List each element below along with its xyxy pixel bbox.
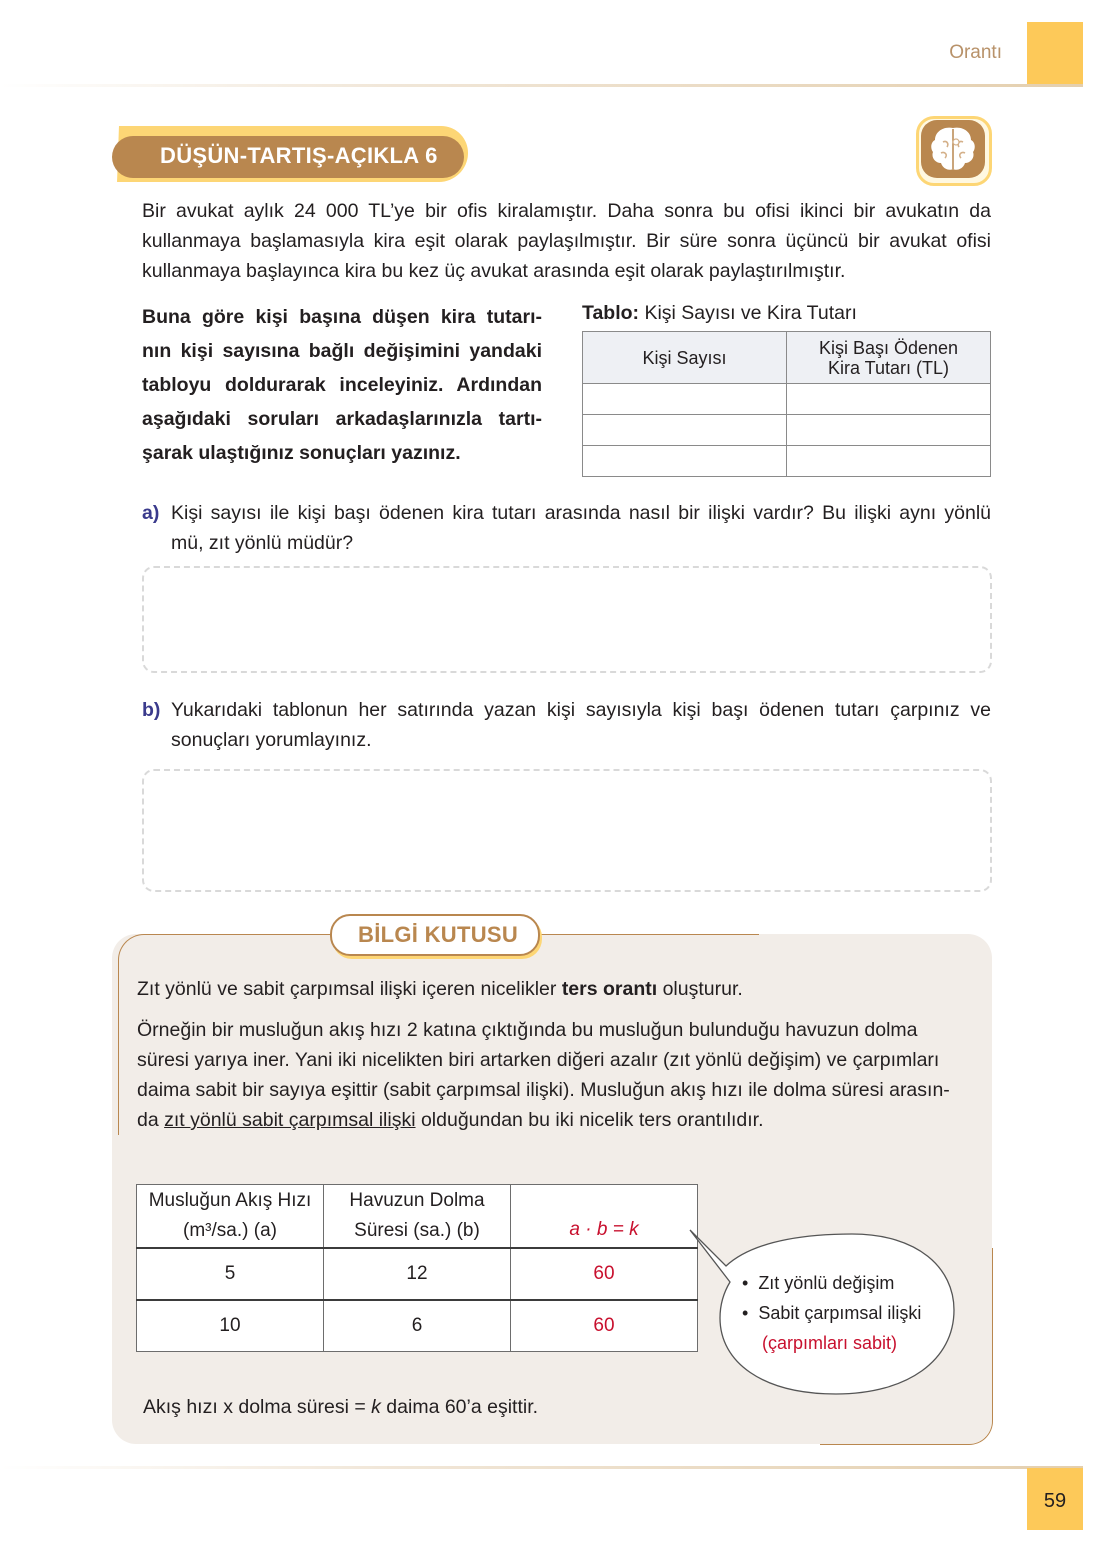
table-row — [583, 415, 991, 446]
question-b-label: b) — [142, 699, 161, 721]
info-p1-end: oluşturur. — [657, 978, 743, 1000]
t2-cell-b: 6 — [324, 1300, 511, 1352]
table-cell-blank[interactable] — [787, 446, 991, 477]
question-a-label: a) — [142, 502, 160, 524]
info-footer-k: k — [371, 1396, 381, 1418]
rent-table-header-people: Kişi Sayısı — [583, 332, 787, 384]
answer-box-b[interactable] — [142, 769, 992, 892]
intro-line: kullanmaya başlamasıyla kira eşit olarak paylaşılmıştır. Bir süre sonra üçüncü bir avukat ofisi — [142, 230, 991, 252]
brain-puzzle-icon — [921, 120, 985, 178]
activity-title: DÜŞÜN-TARTIŞ-AÇIKLA 6 — [160, 143, 438, 168]
info-p1-bold: ters orantı — [561, 978, 658, 1000]
t2-cell-k: 60 — [511, 1248, 698, 1300]
bubble-item-2: Sabit çarpımsal ilişki — [758, 1303, 922, 1323]
table-cell-blank[interactable] — [787, 415, 991, 446]
table-row — [583, 384, 991, 415]
bubble-item-2-sub: (çarpımları sabit) — [762, 1333, 898, 1353]
table-cell-blank[interactable] — [583, 446, 787, 477]
table-caption — [582, 302, 857, 325]
header-rule — [0, 84, 1083, 87]
table-row — [137, 1248, 698, 1300]
t2-header-b — [324, 1185, 511, 1249]
instruction-line: Buna göre kişi başına düşen kira tutarı- — [142, 306, 542, 328]
answer-box-a[interactable] — [142, 566, 992, 673]
question-b-line: sonuçları yorumlayınız. — [171, 729, 372, 751]
table-cell-blank[interactable] — [787, 384, 991, 415]
rent-table — [582, 331, 991, 477]
table-row — [583, 446, 991, 477]
page-number: 59 — [1043, 1490, 1067, 1512]
info-p2-line-last — [137, 1105, 971, 1135]
rent-table-header-amount-line1: Kişi Başı Ödenen — [818, 337, 959, 358]
t2-header-a — [137, 1185, 324, 1249]
footer-rule — [0, 1466, 1083, 1469]
instruction-line: aşağıdaki soruları arkadaşlarınızla tartı- — [142, 408, 542, 430]
t2-cell-b: 12 — [324, 1248, 511, 1300]
inverse-proportion-table — [136, 1184, 698, 1352]
instruction-line: nın kişi sayısına bağlı değişimini yandaki — [142, 340, 542, 362]
t2-header-a-line2: (m³/sa.) (a) — [183, 1220, 277, 1241]
instruction-line: tabloyu doldurarak inceleyiniz. Ardından — [142, 374, 542, 396]
header-tab — [1027, 22, 1083, 84]
info-p2-last-end: olduğundan bu iki nicelik ters orantılıdır. — [415, 1109, 764, 1131]
intro-line: kullanmaya başlayınca kira bu kez üç avukat arasında eşit olarak paylaştırılmıştır. — [142, 260, 846, 282]
table-row — [137, 1300, 698, 1352]
info-paragraph-2 — [137, 1015, 971, 1135]
info-p2-last-start: da — [137, 1109, 165, 1131]
t2-header-b-line2: Süresi (sa.) (b) — [354, 1220, 480, 1241]
bubble-item-1: Zıt yönlü değişim — [758, 1273, 895, 1293]
intro-paragraph — [142, 196, 991, 286]
table-cell-blank[interactable] — [583, 415, 787, 446]
info-p2-line: Örneğin bir musluğun akış hızı 2 katına çıktığında bu musluğun bulunduğu havuzun dolma — [137, 1019, 918, 1041]
info-paragraph-1 — [137, 974, 971, 1004]
question-a — [142, 498, 991, 558]
question-b — [142, 695, 991, 755]
info-footer-end: daima 60’a eşittir. — [380, 1396, 539, 1418]
info-footer — [143, 1396, 538, 1419]
info-p2-line: süresi yarıya iner. Yani iki nicelikten biri artarken diğeri azalır (zıt yönlü değişim) ve çarpımları — [137, 1049, 940, 1071]
t2-header-k — [511, 1185, 698, 1249]
table-caption-text: Kişi Sayısı ve Kira Tutarı — [639, 302, 857, 324]
table-cell-blank[interactable] — [583, 384, 787, 415]
question-b-line: Yukarıdaki tablonun her satırında yazan kişi sayısıyla kişi başı ödenen tutarı çarpınız ve — [171, 699, 991, 721]
t2-cell-k: 60 — [511, 1300, 698, 1352]
t2-cell-a: 5 — [137, 1248, 324, 1300]
intro-line: Bir avukat aylık 24 000 TL’ye bir ofis kiralamıştır. Daha sonra bu ofisi ikinci bir avukatın da — [142, 200, 991, 222]
t2-header-a-line1: Musluğun Akış Hızı — [148, 1190, 312, 1211]
instruction-line: şarak ulaştığınız sonuçları yazınız. — [142, 442, 461, 464]
info-box-title: BİLGİ KUTUSU — [358, 922, 519, 947]
info-footer-start: Akış hızı x dolma süresi = — [143, 1396, 372, 1418]
question-a-line: Kişi sayısı ile kişi başı ödenen kira tutarı arasında nasıl bir ilişki vardır? Bu ilişki aynı yönlü — [171, 502, 991, 524]
bubble-list — [742, 1268, 921, 1358]
bubble-item: • Zıt yönlü değişim — [742, 1273, 895, 1293]
rent-table-header-amount — [787, 332, 991, 384]
t2-cell-a: 10 — [137, 1300, 324, 1352]
info-p1-start: Zıt yönlü ve sabit çarpımsal ilişki içeren nicelikler — [137, 978, 562, 1000]
info-p2-line: daima sabit bir sayıya eşittir (sabit çarpımsal ilişki). Musluğun akış hızı ile dolma süresi arasın- — [137, 1079, 950, 1101]
question-a-line: mü, zıt yönlü müdür? — [171, 532, 354, 554]
t2-header-b-line1: Havuzun Dolma — [349, 1190, 485, 1211]
instruction-paragraph — [142, 300, 542, 470]
t2-header-k-formula: a · b = k — [569, 1219, 639, 1240]
info-p2-underline: zıt yönlü sabit çarpımsal ilişki — [164, 1109, 416, 1131]
bubble-item: • Sabit çarpımsal ilişki — [742, 1303, 922, 1323]
rent-table-header-amount-line2: Kira Tutarı (TL) — [827, 357, 950, 378]
table-caption-label: Tablo: — [582, 302, 640, 324]
chapter-title: Orantı — [949, 42, 1002, 63]
